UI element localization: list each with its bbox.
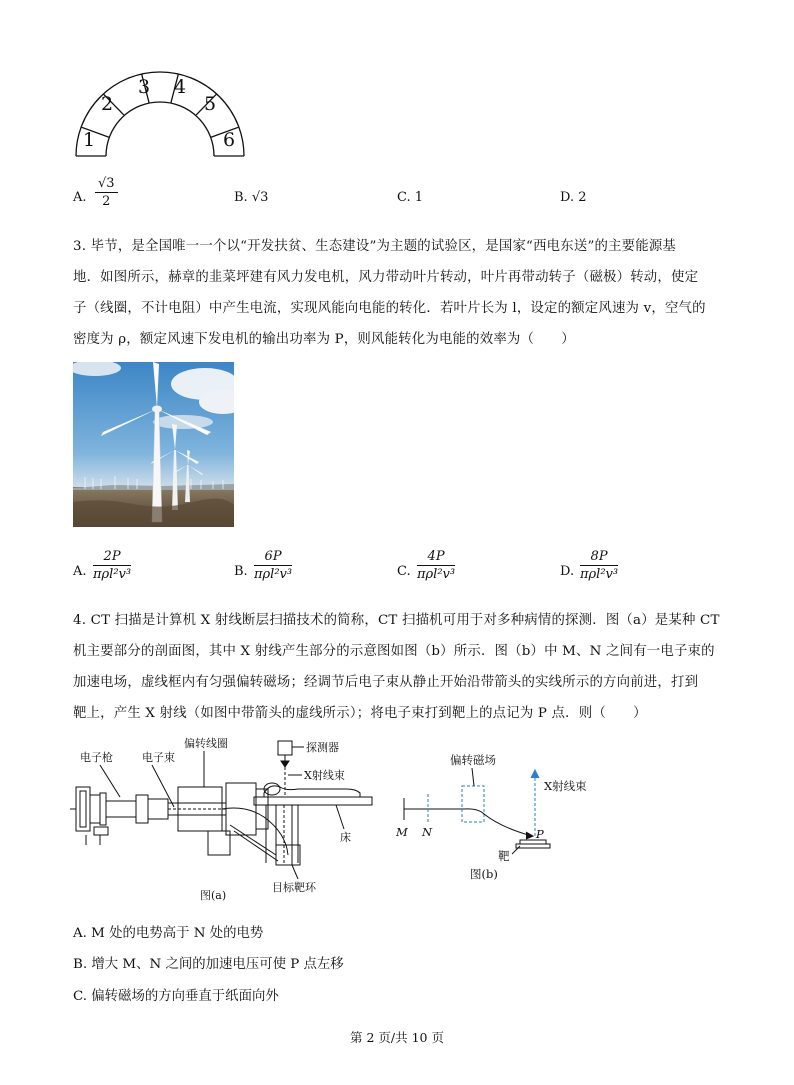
arch-label-1: 1 — [82, 129, 96, 151]
q3-option-a[interactable]: A. — [73, 564, 87, 579]
fig-a-label-beam: 电子束 — [142, 751, 175, 764]
schematic-figure-b — [392, 748, 622, 883]
q2-option-b[interactable]: B. √3 — [234, 190, 269, 205]
arch-label-6: 6 — [222, 129, 236, 151]
q3-option-c-fraction: 4P πρl²v³ — [417, 549, 456, 582]
page-footer: 第 2 页/共 10 页 — [350, 1030, 444, 1045]
arch-figure — [72, 68, 248, 160]
q4-text: 4. CT 扫描是计算机 X 射线断层扫描技术的简称，CT 扫描机可用于对多种病情的探测．图（a）是某种 CT 机主要部分的剖面图，其中 X 射线产生部分的示意图如图（b）所示．图（b）中 M、N 之间有一电子束的 加速电场，虚线框内有匀强偏转磁场；经调节后电子束从静止开始沿带箭头的实线所示的方向前进，打到 靶上，产生 X 射线（如图中带箭头的虚线所示）；将电子束打到靶上的点记为 P 点．则（ ） — [73, 613, 720, 721]
fig-a-label-target: 目标靶环 — [272, 881, 316, 894]
q4-option-b[interactable]: B. 增大 M、N 之间的加速电压可使 P 点左移 — [73, 957, 344, 972]
q2-option-c[interactable]: C. 1 — [397, 190, 424, 205]
q3-text: 3. 毕节，是全国唯一一个以“开发扶贫、生态建设”为主题的试验区，是国家“西电东送”的主要能源基 地．如图所示，赫章的韭菜坪建有风力发电机，风力带动叶片转动，叶片再带动转子（磁极）转动，使定 子（线圈，不计电阻）中产生电流，实现风能向电能的转化．若叶片长为 l，设定的额定风速为 v，空气的 密度为 ρ，额定风速下发电机的输出功率为 P，则风能转化为电能的效率为（ ） — [73, 239, 706, 347]
fig-a-label-coil: 偏转线圈 — [184, 737, 228, 750]
fig-b-caption: 图(b) — [470, 867, 498, 881]
fig-a-label-gun: 电子枪 — [80, 751, 113, 764]
fig-a-label-detector: 探测器 — [306, 741, 339, 754]
q4-option-c[interactable]: C. 偏转磁场的方向垂直于纸面向外 — [73, 989, 279, 1004]
fig-b-label-xray: X射线束 — [544, 779, 587, 793]
q2-option-a-fraction: $\frac{√3}{2}$ — [95, 176, 118, 209]
q3-option-c[interactable]: C. — [397, 564, 411, 579]
fig-b-label-target: 靶 — [498, 849, 510, 863]
q2-option-a[interactable]: A. — [73, 190, 87, 205]
q3-option-b-fraction: 6P πρl²v³ — [254, 549, 293, 582]
arch-label-4: 4 — [173, 76, 187, 98]
q3-option-d[interactable]: D. — [560, 564, 575, 579]
fig-b-label-m: M — [396, 825, 408, 839]
wind-turbine-photo — [73, 362, 234, 527]
q3-option-d-fraction: 8P πρl²v³ — [580, 549, 619, 582]
fig-b-label-field: 偏转磁场 — [450, 753, 496, 767]
ct-machine-figure-a — [66, 735, 378, 905]
fig-b-label-p: P — [536, 827, 544, 841]
fig-a-label-xray: X射线束 — [304, 769, 345, 782]
fig-a-label-bed: 床 — [340, 831, 351, 844]
q4-option-a[interactable]: A. M 处的电势高于 N 处的电势 — [73, 926, 264, 941]
q3-option-a-fraction: 2P πρl²v³ — [93, 549, 132, 582]
q3-option-b[interactable]: B. — [234, 564, 248, 579]
arch-label-5: 5 — [203, 93, 217, 115]
arch-label-2: 2 — [100, 93, 114, 115]
fig-b-label-n: N — [422, 825, 433, 839]
arch-label-3: 3 — [137, 76, 151, 98]
q2-option-d[interactable]: D. 2 — [560, 190, 587, 205]
fig-a-caption: 图(a) — [200, 889, 227, 902]
